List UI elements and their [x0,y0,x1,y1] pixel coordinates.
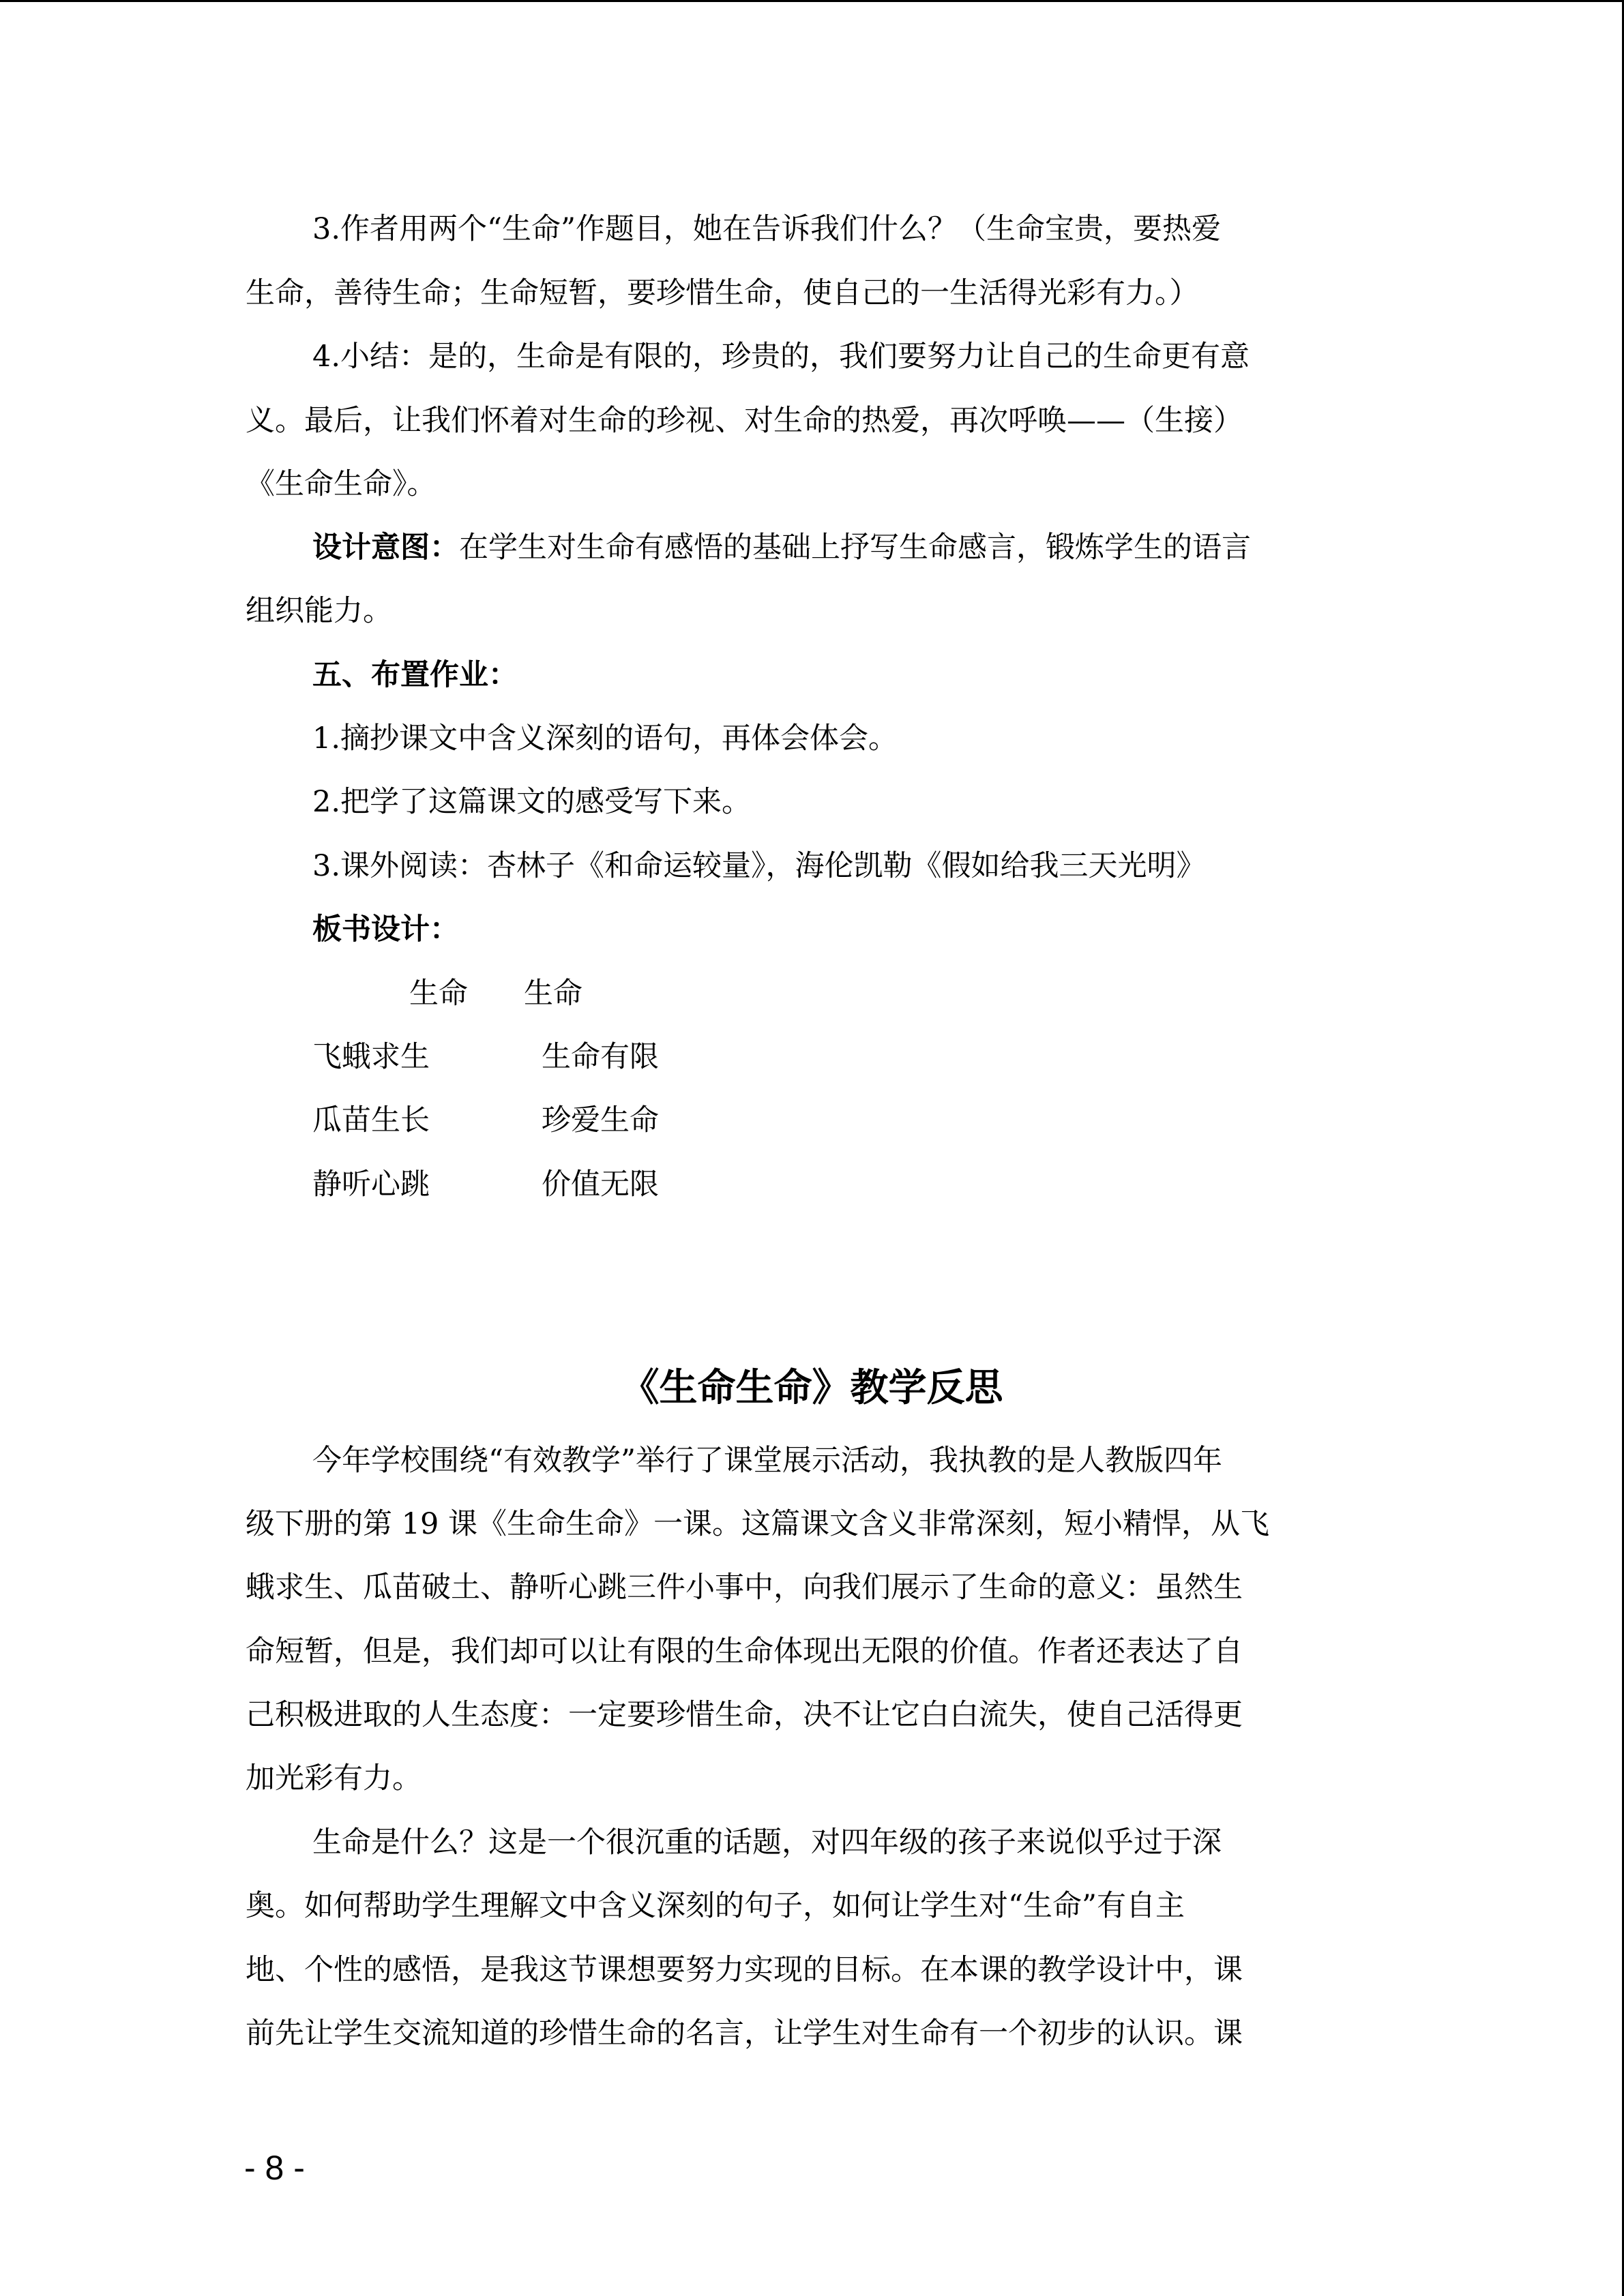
board-heading: 板书设计： [312,912,459,946]
reflection-p1-line: 级下册的第 19 课《生命生命》一课。这篇课文含义非常深刻，短小精悍，从飞 [246,1507,1270,1541]
paragraph-4-line-1: 4.小结：是的，生命是有限的，珍贵的，我们要努力让自己的生命更有意 [312,340,1250,374]
paragraph-3-line-1: 3.作者用两个“生命”作题目，她在告诉我们什么？（生命宝贵，要热爱 [312,212,1221,246]
board-row-left: 瓜苗生长 [312,1103,430,1137]
homework-item: 1.摘抄课文中含义深刻的语句，再体会体会。 [312,721,898,756]
board-row-left: 飞蛾求生 [312,1040,430,1074]
reflection-p2-line: 生命是什么？这是一个很沉重的话题，对四年级的孩子来说似乎过于深 [312,1825,1222,1860]
paragraph-3-line-2: 生命，善待生命；生命短暂，要珍惜生命，使自己的一生活得光彩有力。） [246,276,1199,310]
homework-item: 3.课外阅读：杏林子《和命运较量》，海伦凯勒《假如给我三天光明》 [312,849,1206,883]
paragraph-4-line-3: 《生命生命》。 [246,467,437,501]
board-title-left: 生命 [409,976,468,1011]
board-row-right: 生命有限 [542,1040,659,1074]
reflection-p2-line: 前先让学生交流知道的珍惜生命的名言，让学生对生命有一个初步的认识。课 [246,2016,1243,2051]
reflection-p1-line: 加光彩有力。 [246,1761,422,1795]
board-row-left: 静听心跳 [312,1167,430,1202]
top-border [0,0,1624,2]
reflection-p1-line: 今年学校围绕“有效教学”举行了课堂展示活动，我执教的是人教版四年 [312,1444,1222,1478]
reflection-p1-line: 命短暂，但是，我们却可以让有限的生命体现出无限的价值。作者还表达了自 [246,1635,1243,1669]
reflection-p2-line: 奥。如何帮助学生理解文中含义深刻的句子，如何让学生对“生命”有自主 [246,1889,1185,1923]
design-intent-line-2: 组织能力。 [246,594,392,628]
paragraph-4-line-2: 义。最后，让我们怀着对生命的珍视、对生命的热爱，再次呼唤——（生接） [246,404,1243,438]
board-row-right: 珍爱生命 [542,1103,659,1137]
homework-item: 2.把学了这篇课文的感受写下来。 [312,785,752,819]
design-intent [312,527,1251,568]
design-intent-text: 在学生对生命有感悟的基础上抒写生命感言，锻炼学生的语言 [459,531,1251,565]
reflection-title: 《生命生命》教学反思 [621,1366,1003,1410]
reflection-p1-line: 己积极进取的人生态度：一定要珍惜生命，决不让它白白流失，使自己活得更 [246,1698,1243,1732]
board-title-right: 生命 [524,976,582,1011]
homework-heading: 五、布置作业： [312,658,518,692]
reflection-p1-line: 蛾求生、瓜苗破土、静听心跳三件小事中，向我们展示了生命的意义：虽然生 [246,1570,1243,1605]
page-number: - 8 - [244,2149,305,2187]
reflection-p2-line: 地、个性的感悟，是我这节课想要努力实现的目标。在本课的教学设计中，课 [246,1953,1243,1987]
board-row-right: 价值无限 [542,1167,659,1202]
design-intent-label: 设计意图： [312,531,459,565]
